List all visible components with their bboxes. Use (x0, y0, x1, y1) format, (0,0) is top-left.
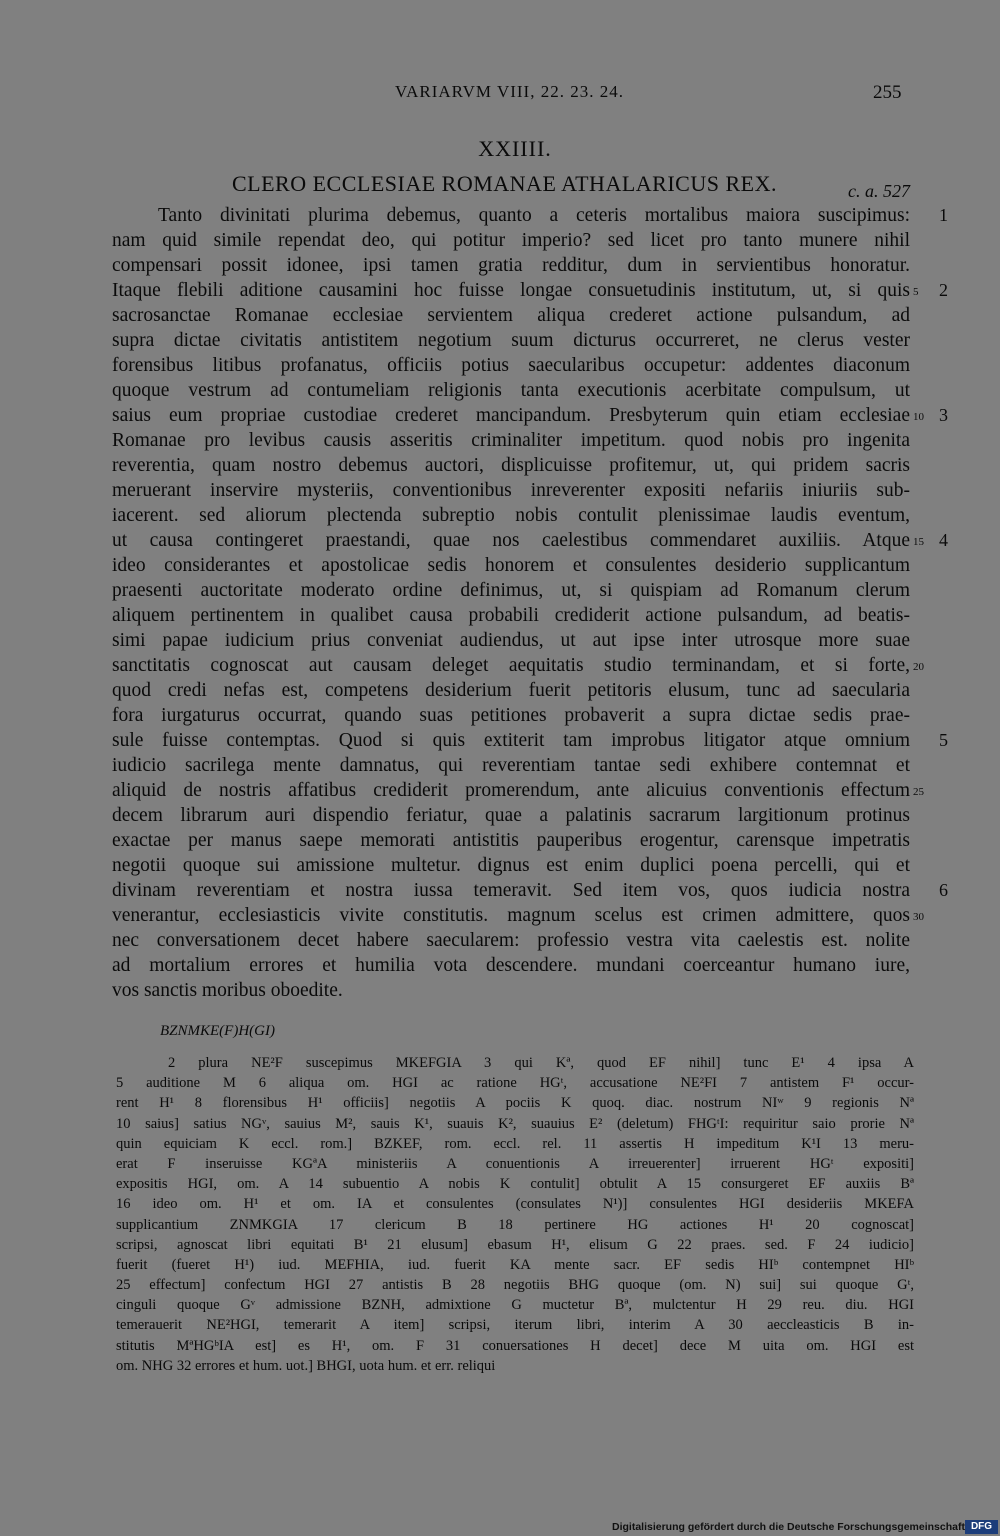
apparatus-line (0, 1093, 1000, 1113)
text-line (0, 603, 1000, 628)
text-line-content: exactae per manus saepe memorati antistitis pauperibus erogentur, carensque impetratis (112, 830, 910, 851)
text-line-content: fora iurgaturus occurrat, quando suas petitiones probaverit a supra dictae sedis prae- (112, 705, 910, 726)
text-line (0, 628, 1000, 653)
apparatus-line-content: 2 plura NE²F suscepimus MKEFGIA 3 qui Kª, quod EF nihil] tunc E¹ 4 ipsa A (168, 1055, 914, 1071)
text-line-content: sanctitatis cognoscat aut causam deleget aequitatis studio terminandam, et si forte, (112, 655, 910, 676)
line-number: 10 (913, 411, 924, 423)
text-line-content: nec conversationem decet habere saecularem: professio vestra vita caelestis est. nolite (112, 930, 910, 951)
text-line (0, 303, 1000, 328)
text-line (0, 853, 1000, 878)
text-line-content: forensibus litibus profanatus, officiis potius saecularibus occupetur: addentes diaconum (112, 355, 910, 376)
text-line (0, 778, 1000, 803)
apparatus-line-content: fuerit (fueret H¹) iud. MEFHIA, iud. fuerit KA mente sacr. EF sedis HIᵇ contempnet HIᵇ (116, 1256, 914, 1273)
text-line-content: negotii quoque sui amissione multetur. dignus est enim duplici poena percelli, qui et (112, 855, 910, 876)
text-line (0, 653, 1000, 678)
apparatus-line (0, 1194, 1000, 1214)
text-line (0, 578, 1000, 603)
apparatus-line-content: supplicantium ZNMKGIA 17 clericum B 18 pertinere HG actiones H¹ 20 cognoscat] (116, 1216, 914, 1233)
section-number: 1 (939, 205, 948, 225)
page-number: 255 (873, 82, 902, 103)
text-line (0, 528, 1000, 553)
digitization-credit: Digitalisierung gefördert durch die Deutsche Forschungsgemeinschaft (612, 1521, 965, 1533)
apparatus-line-content: rent H¹ 8 florensibus H¹ officiis] negotiis A pociis K quoq. diac. nostrum NIʷ 9 regionis Nª (116, 1095, 914, 1112)
text-line-content: supra dictae civitatis antistitem negotium suum dicturus occurreret, ne clerus vester (112, 330, 910, 351)
apparatus-line (0, 1114, 1000, 1134)
text-line (0, 278, 1000, 303)
apparatus-line (0, 1295, 1000, 1315)
text-line-content: aliquem pertinentem in qualibet causa probabili crediderit actione pulsandum, ad beatis- (112, 605, 910, 626)
text-line-content: iacerent. sed aliorum plectenda subreptio nobis contulit plenissimae laudis eventum, (112, 505, 910, 526)
text-line (0, 228, 1000, 253)
text-line (0, 253, 1000, 278)
apparatus-line (0, 1053, 1000, 1073)
text-line-content: saius eum propriae custodiae crederet mancipandum. Presbyterum quin etiam ecclesiae (112, 405, 910, 426)
apparatus-line-content: scripsi, agnoscat libri equitati B¹ 21 elusum] ebasum H¹, elisum G 22 praes. sed. F 24 iudicio] (116, 1236, 914, 1253)
apparatus-line (0, 1275, 1000, 1295)
text-line-content: ad mortalium errores et humilia vota descendere. mundani coerceantur humano iure, (112, 955, 910, 976)
running-head (0, 82, 1000, 108)
text-line-content: venerantur, ecclesiasticis vivite constitutis. magnum scelus est crimen admittere, quos (112, 905, 910, 926)
apparatus-line (0, 1174, 1000, 1194)
text-line-content: decem librarum auri dispendio feriatur, quae a palatinis sacrarum largitionum protinus (112, 805, 910, 826)
text-line (0, 203, 1000, 228)
text-line (0, 703, 1000, 728)
apparatus-line-content: quin equiciam K eccl. rom.] BZKEF, rom. eccl. rel. 11 assertis H impeditum K¹I 13 meru- (116, 1135, 914, 1152)
text-line-content: sule fuisse contemptas. Quod si quis extiterit tam improbus litigator atque omnium (112, 730, 910, 751)
critical-apparatus (0, 1053, 1000, 1376)
text-line-content: Romanae pro levibus causis asseritis criminaliter impetitum. quod nobis pro ingenita (112, 430, 910, 451)
text-line (0, 828, 1000, 853)
text-line (0, 353, 1000, 378)
line-number: 25 (913, 786, 924, 798)
apparatus-line (0, 1235, 1000, 1255)
apparatus-line (0, 1315, 1000, 1335)
apparatus-line-content: stitutis MªHGᵇIA est] es H¹, om. F 31 conuersationes H decet] dece M uita om. HGI est (116, 1337, 914, 1354)
text-line (0, 953, 1000, 978)
apparatus-line-content: 5 auditione M 6 aliqua om. HGI ac ratione HGᵗ, accusatione NE²FI 7 antistem F¹ occur- (116, 1075, 914, 1092)
text-line (0, 378, 1000, 403)
text-line (0, 878, 1000, 903)
text-line (0, 403, 1000, 428)
apparatus-line-content: cinguli quoque Gᵛ admissione BZNH, admixtione G muctetur Bª, mulctentur H 29 reu. diu. HGI (116, 1297, 914, 1314)
text-line-content: reverentia, quam nostro debemus auctori, displicuisse profitemur, ut, qui pridem sacris (112, 455, 910, 476)
line-number: 5 (913, 286, 919, 298)
text-line (0, 503, 1000, 528)
section-number: 4 (939, 530, 948, 550)
text-line-content: quod credi nefas est, competens desiderium fuerit petitoris elusum, tunc ad saecularia (112, 680, 910, 701)
line-number: 30 (913, 911, 924, 923)
text-line-content: nam quid simile rependat deo, qui potitur imperio? sed licet pro tanto munere nihil (112, 230, 910, 251)
section-number: 3 (939, 405, 948, 425)
apparatus-line-content: erat F inseruisse KGªA ministeriis A conuentionis A irreuerenter] irruerent HGᵗ expositi] (116, 1155, 914, 1172)
apparatus-line-content: 16 ideo om. H¹ et om. IA et consulentes (consulates N¹)] consulentes HGI desideriis MKEFA (116, 1196, 914, 1213)
chapter-title: CLERO ECCLESIAE ROMANAE ATHALARICUS REX. (232, 171, 777, 196)
section-number: 5 (939, 730, 948, 750)
apparatus-line-content: om. NHG 32 errores et hum. uot.] BHGI, uota hum. et err. reliqui (116, 1357, 496, 1374)
apparatus-line-content: 25 effectum] confectum HGI 27 antistis B 28 negotiis BHG quoque (om. N) sui] sui quoque Gᵗ, (116, 1277, 914, 1294)
apparatus-line-content: expositis HGI, om. A 14 subuentio A nobis K contulit] obtulit A 15 consurgeret EF auxiis Bª (116, 1176, 914, 1193)
text-line-content: divinam reverentiam et nostra iussa temeravit. Sed item vos, quos iudicia nostra (112, 880, 910, 901)
text-line (0, 928, 1000, 953)
section-number: 6 (939, 880, 948, 900)
text-line (0, 478, 1000, 503)
dfg-logo: DFG (965, 1520, 998, 1534)
main-text (0, 203, 1000, 1003)
apparatus-line (0, 1134, 1000, 1154)
text-line-content: praesenti auctoritate moderato ordine definimus, ut, si quispiam ad Romanum clerum (112, 580, 910, 601)
text-line (0, 678, 1000, 703)
text-line (0, 453, 1000, 478)
text-line-content: simi papae iudicium prius conveniat audiendus, ut aut ipse inter utrosque more suae (112, 630, 910, 651)
text-line (0, 328, 1000, 353)
line-number: 20 (913, 661, 924, 673)
running-head-title: VARIARVM VIII, 22. 23. 24. (395, 82, 624, 101)
text-line-content: Tanto divinitati plurima debemus, quanto a ceteris mortalibus maiora suscipimus: (158, 205, 910, 226)
text-line (0, 978, 1000, 1003)
text-line (0, 553, 1000, 578)
chapter-number: XXIIII. (478, 136, 552, 161)
text-line (0, 803, 1000, 828)
manuscript-sigla: BZNMKE(F)H(GI) (160, 1023, 275, 1039)
chapter-date: c. a. 527 (848, 181, 910, 201)
apparatus-line (0, 1073, 1000, 1093)
text-line-content: vos sanctis moribus oboedite. (112, 980, 343, 1001)
text-line-content: iudicio sacrilega mente damnatus, qui reverentiam tantae sedi exhibere contemnat et (112, 755, 910, 776)
apparatus-line (0, 1154, 1000, 1174)
text-line (0, 903, 1000, 928)
text-line-content: meruerant inservire mysteriis, conventionibus inreverenter expositi nefariis iniuriis sub- (112, 480, 910, 501)
text-line-content: aliquid de nostris affatibus crediderit promerendum, ante alicuius conventionis effectum (112, 780, 910, 801)
text-line-content: Itaque flebili aditione causamini hoc fuisse longae consuetudinis institutum, ut, si quis (112, 280, 910, 301)
text-line-content: compensari possit idonee, ipsi tamen gratia redditur, dum in servientibus honoratur. (112, 255, 910, 276)
apparatus-line-content: temerauerit NE²HGI, temerarit A item] scripsi, iterum libri, interim A 30 aeccleasticis B in- (116, 1317, 914, 1334)
apparatus-line (0, 1215, 1000, 1235)
text-line (0, 428, 1000, 453)
text-line (0, 753, 1000, 778)
apparatus-line (0, 1336, 1000, 1356)
section-number: 2 (939, 280, 948, 300)
text-line-content: ideo considerantes et apostolicae sedis honorem et consulentes desiderio supplicantum (112, 555, 910, 576)
text-line (0, 728, 1000, 753)
apparatus-line-content: 10 saius] satius NGᵛ, sauius M², sauis K¹, suauis K², suauius E² (deletum) FHGᵗI: requiritur saio prorie Nª (116, 1115, 914, 1132)
line-number: 15 (913, 536, 924, 548)
text-line-content: ut causa contingeret praestandi, quae nos caelestibus commendaret auxiliis. Atque (112, 530, 910, 551)
text-line-content: quoque vestrum ad contumeliam religionis tanta executionis acerbitate compulsum, ut (112, 380, 910, 401)
apparatus-line (0, 1255, 1000, 1275)
text-line-content: sacrosanctae Romanae ecclesiae servientem aliqua crederet actione pulsandum, ad (112, 305, 910, 326)
apparatus-line (0, 1356, 1000, 1376)
